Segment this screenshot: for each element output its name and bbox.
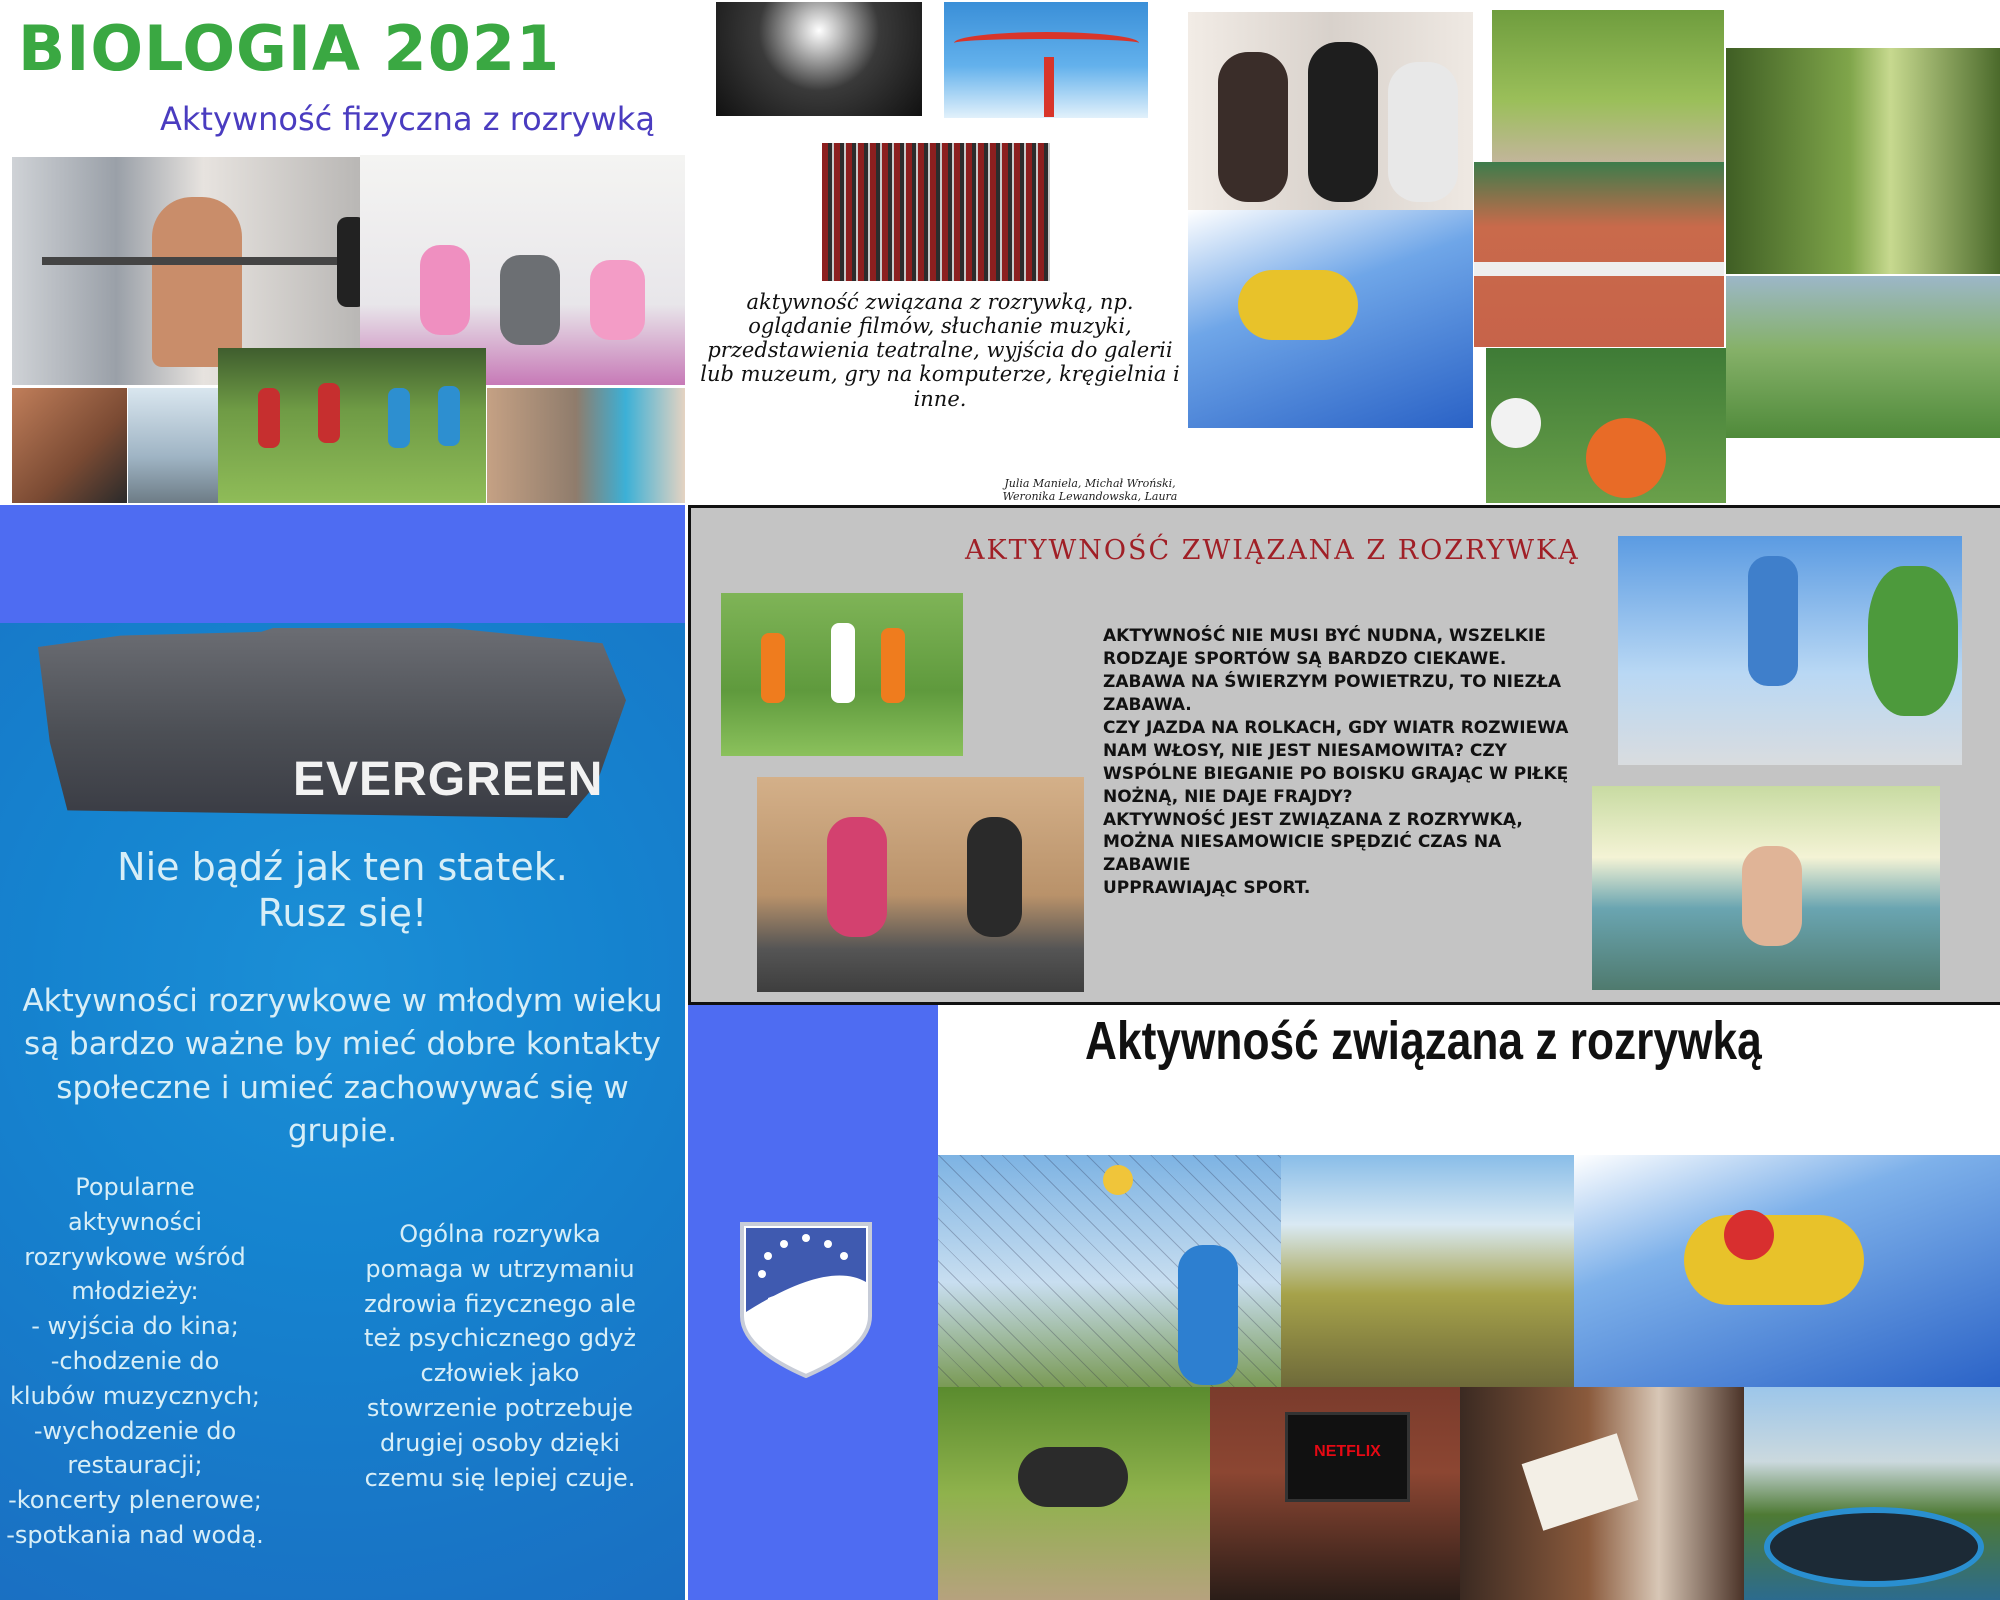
photo-spin-class bbox=[1188, 12, 1473, 210]
photo-group-exercise bbox=[1726, 276, 2000, 438]
physical-activity-subtitle: Aktywność fizyczna z rozrywką bbox=[160, 100, 655, 138]
authors-signature: Julia Maniela, Michał Wroński, Weronika Lewandowska, Laura bbox=[1002, 477, 1178, 503]
photo-reading-book bbox=[1460, 1387, 1744, 1600]
photo-beach-runner bbox=[1592, 786, 1940, 990]
photo-tennis bbox=[1474, 162, 1724, 347]
photo-rollerblading bbox=[757, 777, 1084, 992]
gray-panel-text: AKTYWNOŚĆ NIE MUSI BYĆ NUDNA, WSZELKIE RODZAJE SPORTÓW SĄ BARDZO CIEKAWE. ZABAWA NA ŚWIERZYM POWIETRZU, TO NIEZŁA ZABAWA. CZY JAZDA NA ROLKACH, GDY WIATR ROZWIEWA NAM WŁOSY, NIE JEST NIESAMOWITA? CZY WSPÓLNE BIEGANIE PO BOISKU GRAJĄC W PIŁKĘ NOŻNĄ, NIE DAJE FRAJDY? AKTYWNOŚĆ JEST ZWIĄZANA Z ROZRYWKĄ, MOŻNA NIESAMOWICIE SPĘDZIĆ CZAS NA ZABAWIE UPPRAWIAJĄC SPORT. bbox=[1103, 626, 1569, 899]
photo-volleyball bbox=[938, 1155, 1281, 1387]
photo-kids-with-balls bbox=[1486, 348, 1726, 503]
photo-kids-football bbox=[218, 348, 486, 503]
bottom-panel-title: Aktywność związana z rozrywką bbox=[1085, 1011, 1762, 1071]
photo-family-cycling bbox=[1492, 10, 1724, 162]
photo-skydiver-small bbox=[1188, 210, 1473, 428]
photo-trampoline bbox=[1744, 1387, 2000, 1600]
photo-concert bbox=[716, 2, 922, 116]
photo-rollercoaster bbox=[944, 2, 1148, 118]
move-yourself-heading: Nie bądź jak ten statek. Rusz się! bbox=[117, 845, 568, 935]
gray-panel-title: AKTYWNOŚĆ ZWIĄZANA Z ROZRYWKĄ bbox=[965, 535, 1580, 566]
photo-seniors-cycling bbox=[1726, 48, 2000, 274]
netflix-logo-text: NETFLIX bbox=[1314, 1443, 1381, 1460]
photo-stadium-fans bbox=[822, 143, 1050, 281]
photo-netflix-tv bbox=[1210, 1387, 1460, 1600]
popular-activities-list: Popularne aktywności rozrywkowe wśród młodzieży: - wyjścia do kina; -chodzenie do klubów muzycznych; -wychodzenie do restauracji; -koncerty plenerowe; -spotkania nad wodą. bbox=[6, 1173, 264, 1549]
photo-mountain-biking bbox=[1281, 1155, 1574, 1387]
general-entertainment-text: Ogólna rozrywka pomaga w utrzymaniu zdrowia fizycznego ale też psychicznego gdyż człowiek jako stowrzenie potrzebuje drugiej osoby dzięki czemu się lepiej czuje. bbox=[363, 1220, 636, 1492]
social-contacts-paragraph: Aktywności rozrywkowe w młodym wieku są bardzo ważne by mieć dobre kontakty społeczne i umieć zachowywać się w grupie. bbox=[22, 983, 663, 1150]
biologia-title: BIOLOGIA 2021 bbox=[18, 12, 561, 85]
photo-youth-football bbox=[721, 593, 963, 756]
ship-evergreen-label: EVERGREEN bbox=[293, 753, 604, 806]
blue-panel-top-strip bbox=[0, 505, 685, 623]
photo-gym-couple bbox=[487, 388, 685, 503]
entertainment-description: aktywność związana z rozrywką, np. oglądanie filmów, słuchanie muzyki, przedstawienia teatralne, wyjścia do galerii lub muzeum, gry na komputerze, kręgielnia i inne. bbox=[700, 290, 1180, 411]
photo-treadmill bbox=[128, 388, 218, 503]
school-crest-icon bbox=[738, 1220, 874, 1380]
photo-bungee bbox=[938, 1387, 1210, 1600]
photo-skateboarder bbox=[1618, 536, 1962, 765]
photo-skydiver-large bbox=[1574, 1155, 2000, 1387]
photo-dumbbell bbox=[12, 388, 127, 503]
